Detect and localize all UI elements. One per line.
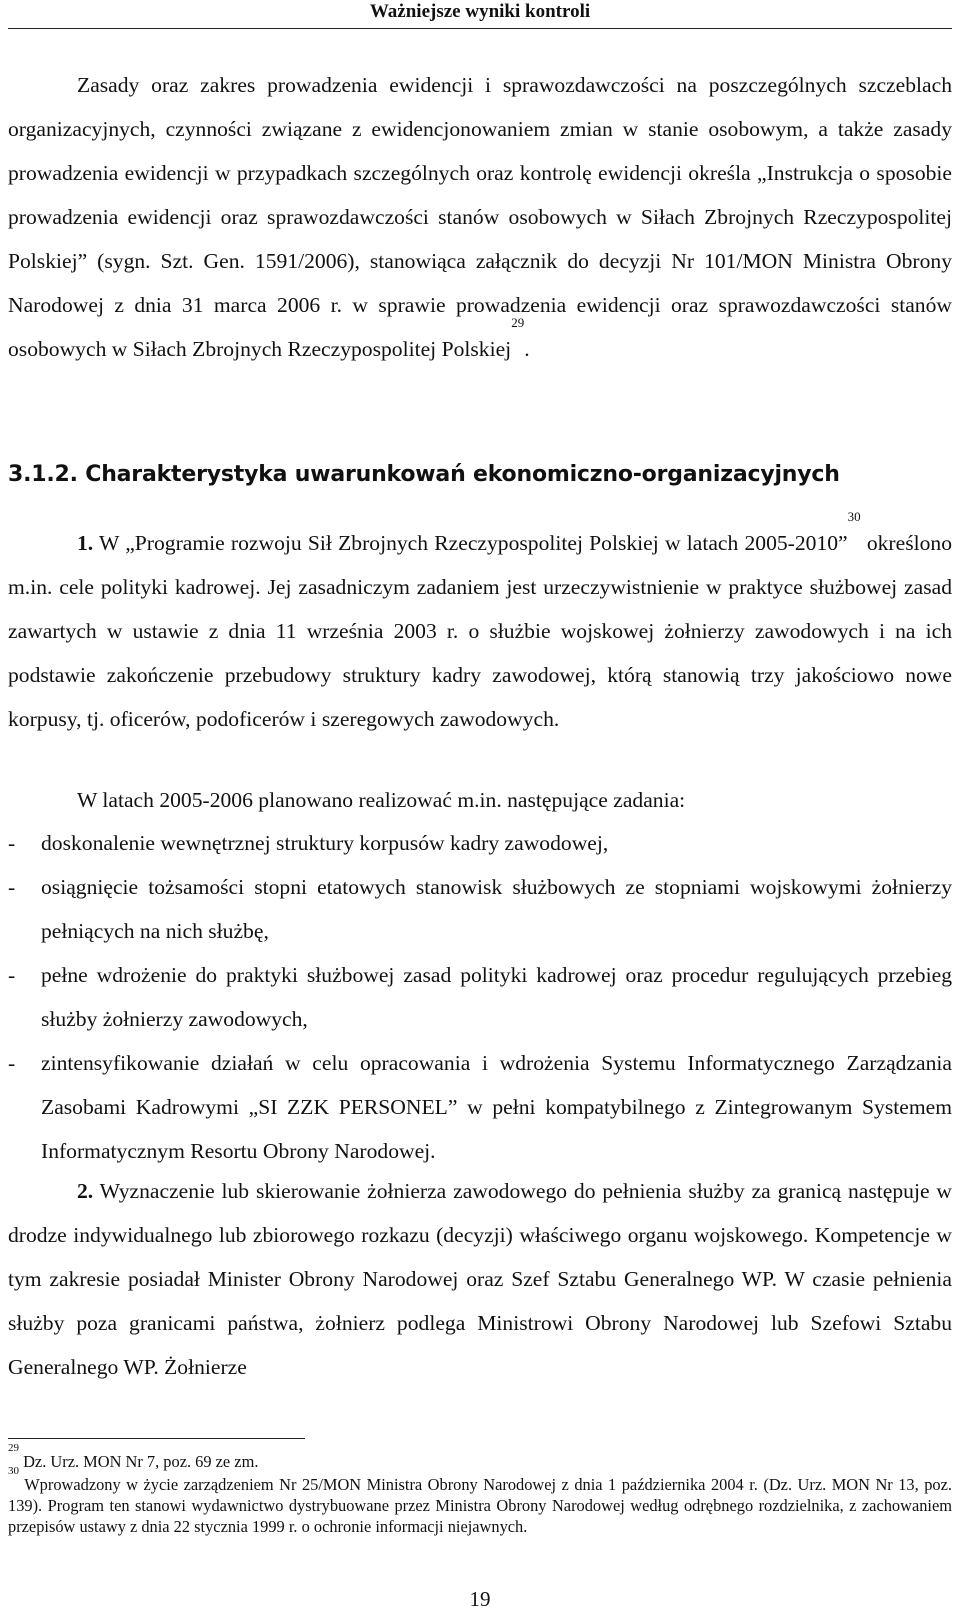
tasks-intro: W latach 2005-2006 planowano realizować m.in. następujące zadania: xyxy=(77,788,686,812)
list-item-text: pełne wdrożenie do praktyki służbowej zasad polityki kadrowej oraz procedur regulujących przebieg służby żołnierzy zawodowych, xyxy=(41,963,952,1031)
list-dash: - xyxy=(8,1051,16,1075)
point-1-text-a: W „Programie rozwoju Sił Zbrojnych Rzeczypospolitej Polskiej w latach 2005-2010” xyxy=(93,531,848,555)
list-item xyxy=(8,821,952,865)
list-dash: - xyxy=(8,963,16,987)
footnote-ref-30[interactable]: 30 xyxy=(847,509,861,524)
footnote-29 xyxy=(8,1442,952,1472)
footnote-text: Dz. Urz. MON Nr 7, poz. 69 ze zm. xyxy=(19,1452,259,1471)
list-item-text: doskonalenie wewnętrznej struktury korpusów kadry zawodowej, xyxy=(41,831,609,855)
task-list xyxy=(8,821,952,1173)
header-rule xyxy=(8,28,952,29)
running-header: Ważniejsze wyniki kontroli xyxy=(369,1,591,22)
point-2-number: 2. xyxy=(77,1179,94,1203)
point-2-text: Wyznaczenie lub skierowanie żołnierza zawodowego do pełnienia służby za granicą następuje w drodze indywidualnego lub zbiorowego rozkazu (decyzji) właściwego organu wojskowego. Kompetencje w tym zakresie posiadał Minister Obrony Narodowej oraz Szef Sztabu Generalnego WP. W czasie pełnienia służby poza granicami państwa, żołnierz podlega Ministrowi Obrony Narodowej lub Szefowi Sztabu Generalnego WP. Żołnierze xyxy=(8,1179,952,1379)
list-dash: - xyxy=(8,831,16,855)
intro-text: Zasady oraz zakres prowadzenia ewidencji i sprawozdawczości na poszczególnych szczeblach organizacyjnych, czynności związane z ewidencjonowaniem zmian w stanie osobowym, a także zasady prowadzenia ewidencji w przypadkach szczególnych oraz kontrolę ewidencji określa „Instrukcja o sposobie prowadzenia ewidencji oraz sprawozdawczości stanów osobowych w Siłach Zbrojnych Rzeczypospolitej Polskiej” (sygn. Szt. Gen. 1591/2006), stanowiąca załącznik do decyzji Nr 101/MON Ministra Obrony Narodowej z dnia 31 marca 2006 r. w sprawie prowadzenia ewidencji oraz sprawozdawczości stanów osobowych w Siłach Zbrojnych Rzeczypospolitej Polskiej xyxy=(8,73,952,361)
footnote-ref-29[interactable]: 29 xyxy=(511,315,525,330)
list-item xyxy=(8,1041,952,1173)
point-2-paragraph xyxy=(8,1169,952,1389)
intro-paragraph xyxy=(8,63,952,371)
list-item-text: zintensyfikowanie działań w celu opracowania i wdrożenia Systemu Informatycznego Zarządzania Zasobami Kadrowymi „SI ZZK PERSONEL” w pełni kompatybilnego z Zintegrowanym Systemem Informatycznym Resortu Obrony Narodowej. xyxy=(41,1051,952,1163)
point-1-number: 1. xyxy=(77,531,94,555)
list-item xyxy=(8,865,952,953)
list-item xyxy=(8,953,952,1041)
list-dash: - xyxy=(8,875,16,899)
intro-end: . xyxy=(524,337,530,361)
point-1-paragraph xyxy=(8,509,953,741)
footnote-number: 29 xyxy=(8,1442,19,1454)
list-item-text: osiągnięcie tożsamości stopni etatowych stanowisk służbowych ze stopniami wojskowymi żołnierzy pełniących na nich służbę, xyxy=(41,875,952,943)
footnote-number: 30 xyxy=(8,1465,19,1477)
footnote-text: Wprowadzony w życie zarządzeniem Nr 25/MON Ministra Obrony Narodowej z dnia 1 października 2004 r. (Dz. Urz. MON Nr 13, poz. 139). Program ten stanowi wydawnictwo dystrybuowane przez Ministra Obrony Narodowej według odrębnego rozdzielnika, z zachowaniem przepisów ustawy z dnia 22 stycznia 1999 r. o ochronie informacji niejawnych. xyxy=(8,1475,952,1536)
section-heading: 3.1.2. Charakterystyka uwarunkowań ekonomiczno-organizacyjnych xyxy=(8,462,840,487)
footnote-30 xyxy=(8,1465,952,1537)
footnote-separator xyxy=(8,1438,305,1439)
point-1-text-b: określono m.in. cele polityki kadrowej. Jej zasadniczym zadaniem jest urzeczywistnienie w praktyce służbowej zasad zawartych w ustawie z dnia 11 września 2003 r. o służbie wojskowej żołnierzy zawodowych i na ich podstawie zakończenie przebudowy struktury kadry zawodowej, którą stanowią trzy jakościowo nowe korpusy, tj. oficerów, podoficerów i szeregowych zawodowych. xyxy=(8,531,953,731)
page-number: 19 xyxy=(469,1587,491,1611)
